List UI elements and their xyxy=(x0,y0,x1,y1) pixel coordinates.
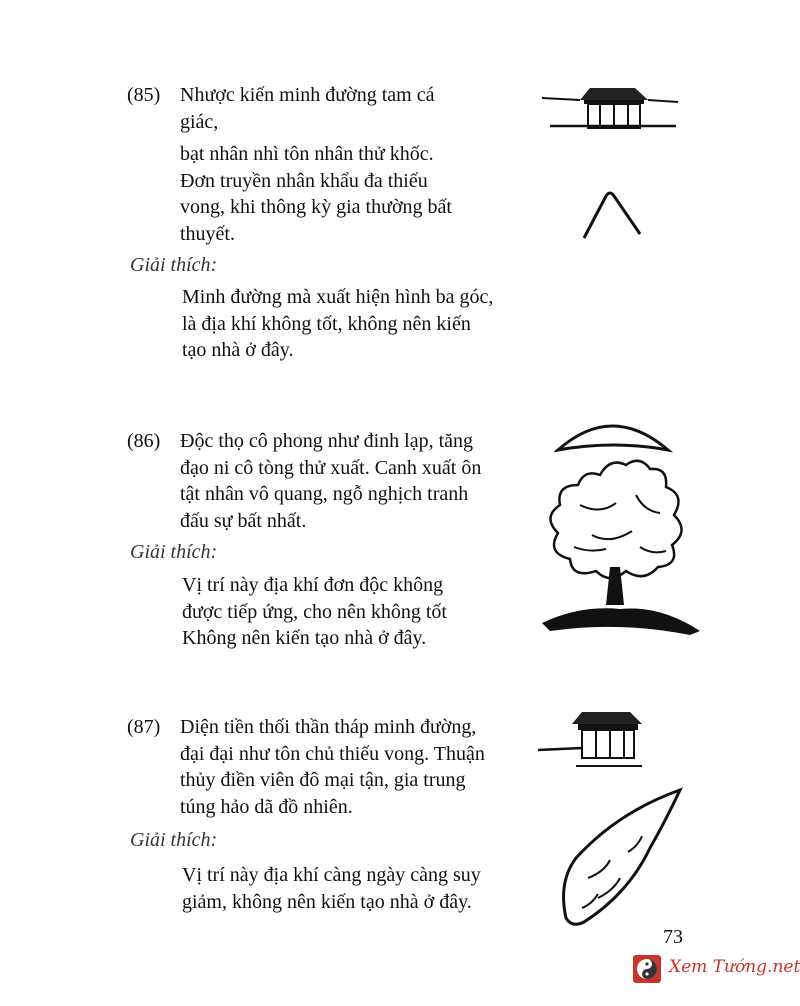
hat-illustration xyxy=(554,410,674,456)
verse-line: đại đại như tôn chủ thiếu vong. Thuận xyxy=(180,742,485,765)
explanation-line: Vị trí này địa khí đơn độc không xyxy=(182,574,444,596)
watermark-text: Xem Tướng.net xyxy=(669,957,800,977)
entry-86-verse xyxy=(180,428,481,534)
yin-yang-icon xyxy=(633,955,661,983)
verse-line: thuyết. xyxy=(180,222,235,245)
verse-line: giác, xyxy=(180,110,219,133)
house-illustration xyxy=(540,82,680,142)
ridge-illustration xyxy=(558,786,688,932)
house-illustration xyxy=(538,706,658,774)
verse-line: Đơn truyền nhân khẩu đa thiếu xyxy=(180,169,428,192)
explanation-line: được tiếp ứng, cho nên không tốt xyxy=(182,600,447,623)
entry-87-verse xyxy=(180,714,485,820)
peak-illustration xyxy=(578,186,648,242)
verse-line: đấu sự bất nhất. xyxy=(180,509,307,532)
explanation-line: tạo nhà ở đây. xyxy=(182,339,294,361)
verse-line: vong, khi thông kỳ gia thường bất xyxy=(180,196,452,218)
entry-87-number: (87) xyxy=(127,716,161,738)
verse-line: Diện tiền thối thần tháp minh đường, xyxy=(180,716,477,738)
verse-line: Nhược kiến minh đường tam cá xyxy=(180,84,435,106)
explanation-line: là địa khí không tốt, không nên kiến xyxy=(182,312,471,335)
explanation-line: Minh đường mà xuất hiện hình ba góc, xyxy=(182,286,494,308)
page-number: 73 xyxy=(663,926,683,948)
verse-line: túng hảo dã đồ nhiên. xyxy=(180,795,353,818)
entry-85-explanation xyxy=(182,284,493,364)
verse-line: thủy điền viên đô mại tận, gia trung xyxy=(180,769,466,791)
entry-86-number: (86) xyxy=(127,430,161,452)
tree-illustration xyxy=(540,455,702,640)
verse-line: tật nhân vô quang, ngỗ nghịch tranh xyxy=(180,483,469,505)
explanation-line: Không nên kiến tạo nhà ở đây. xyxy=(182,627,427,649)
watermark xyxy=(633,955,800,987)
verse-line: Độc thọ cô phong như đinh lạp, tăng xyxy=(180,430,474,452)
explanation-line: giảm, không nên kiến tạo nhà ở đây. xyxy=(182,890,472,913)
verse-line: bạt nhân nhì tôn nhân thử khốc. xyxy=(180,143,434,165)
entry-87-explanation xyxy=(182,862,481,915)
entry-85-verse xyxy=(180,82,452,247)
entry-85-number: (85) xyxy=(127,84,161,106)
verse-line: đạo ni cô tòng thử xuất. Canh xuất ôn xyxy=(180,456,482,479)
entry-86-explanation xyxy=(182,572,447,652)
entry-87-label: Giải thích: xyxy=(130,829,218,851)
entry-86-label: Giải thích: xyxy=(130,541,218,563)
entry-85-label: Giải thích: xyxy=(130,254,218,276)
explanation-line: Vị trí này địa khí càng ngày càng suy xyxy=(182,864,481,886)
